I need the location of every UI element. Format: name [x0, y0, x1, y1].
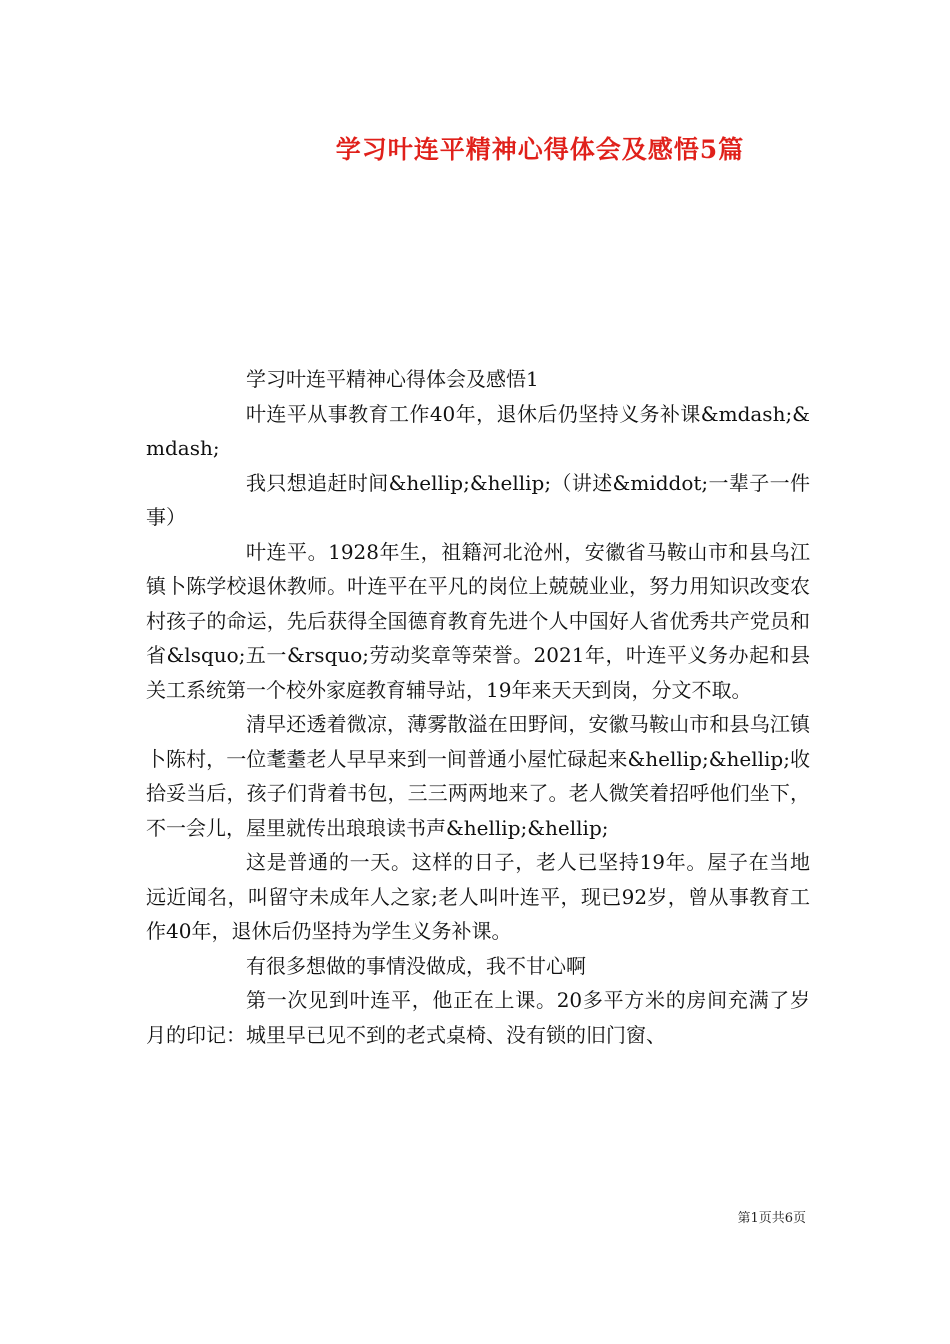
paragraph: 清早还透着微凉，薄雾散溢在田野间，安徽马鞍山市和县乌江镇卜陈村，一位耄耋老人早早来到一间普通小屋忙碌起来&hellip;&hellip;收拾妥当后，孩子们背着书包，三三两两地来了。老人微笑着招呼他们坐下，不一会儿，屋里就传出琅琅读书声&hellip;&hellip; — [146, 712, 810, 840]
page-number-footer: 第1页共6页 — [737, 1211, 806, 1226]
paragraph: 我只想追赶时间&hellip;&hellip;（讲述&middot;一辈子一件事） — [146, 470, 810, 529]
paragraph: 叶连平。1928年生，祖籍河北沧州，安徽省马鞍山市和县乌江镇卜陈学校退休教师。叶连平在平凡的岗位上兢兢业业，努力用知识改变农村孩子的命运，先后获得全国德育教育先进个人中国好人省优秀共产党员和省&lsquo;五一&rsquo;劳动奖章等荣誉。2021年，叶连平义务办起和县关工系统第一个校外家庭教育辅导站，19年来天天到岗，分文不取。 — [146, 539, 810, 702]
paragraph: 这是普通的一天。这样的日子，老人已坚持19年。屋子在当地远近闻名，叫留守未成年人之家;老人叫叶连平，现已92岁，曾从事教育工作40年，退休后仍坚持为学生义务补课。 — [146, 850, 810, 943]
paragraph: 有很多想做的事情没做成，我不甘心啊 — [246, 953, 586, 978]
section-heading: 学习叶连平精神心得体会及感悟1 — [246, 367, 539, 391]
document-body — [146, 362, 810, 1052]
paragraph: 第一次见到叶连平，他正在上课。20多平方米的房间充满了岁月的印记：城里早已见不到的老式桌椅、没有锁的旧门窗、 — [146, 988, 810, 1047]
document-title: 学习叶连平精神心得体会及感悟5篇 — [335, 135, 745, 164]
paragraph: 叶连平从事教育工作40年，退休后仍坚持义务补课&mdash;&mdash; — [146, 401, 810, 460]
